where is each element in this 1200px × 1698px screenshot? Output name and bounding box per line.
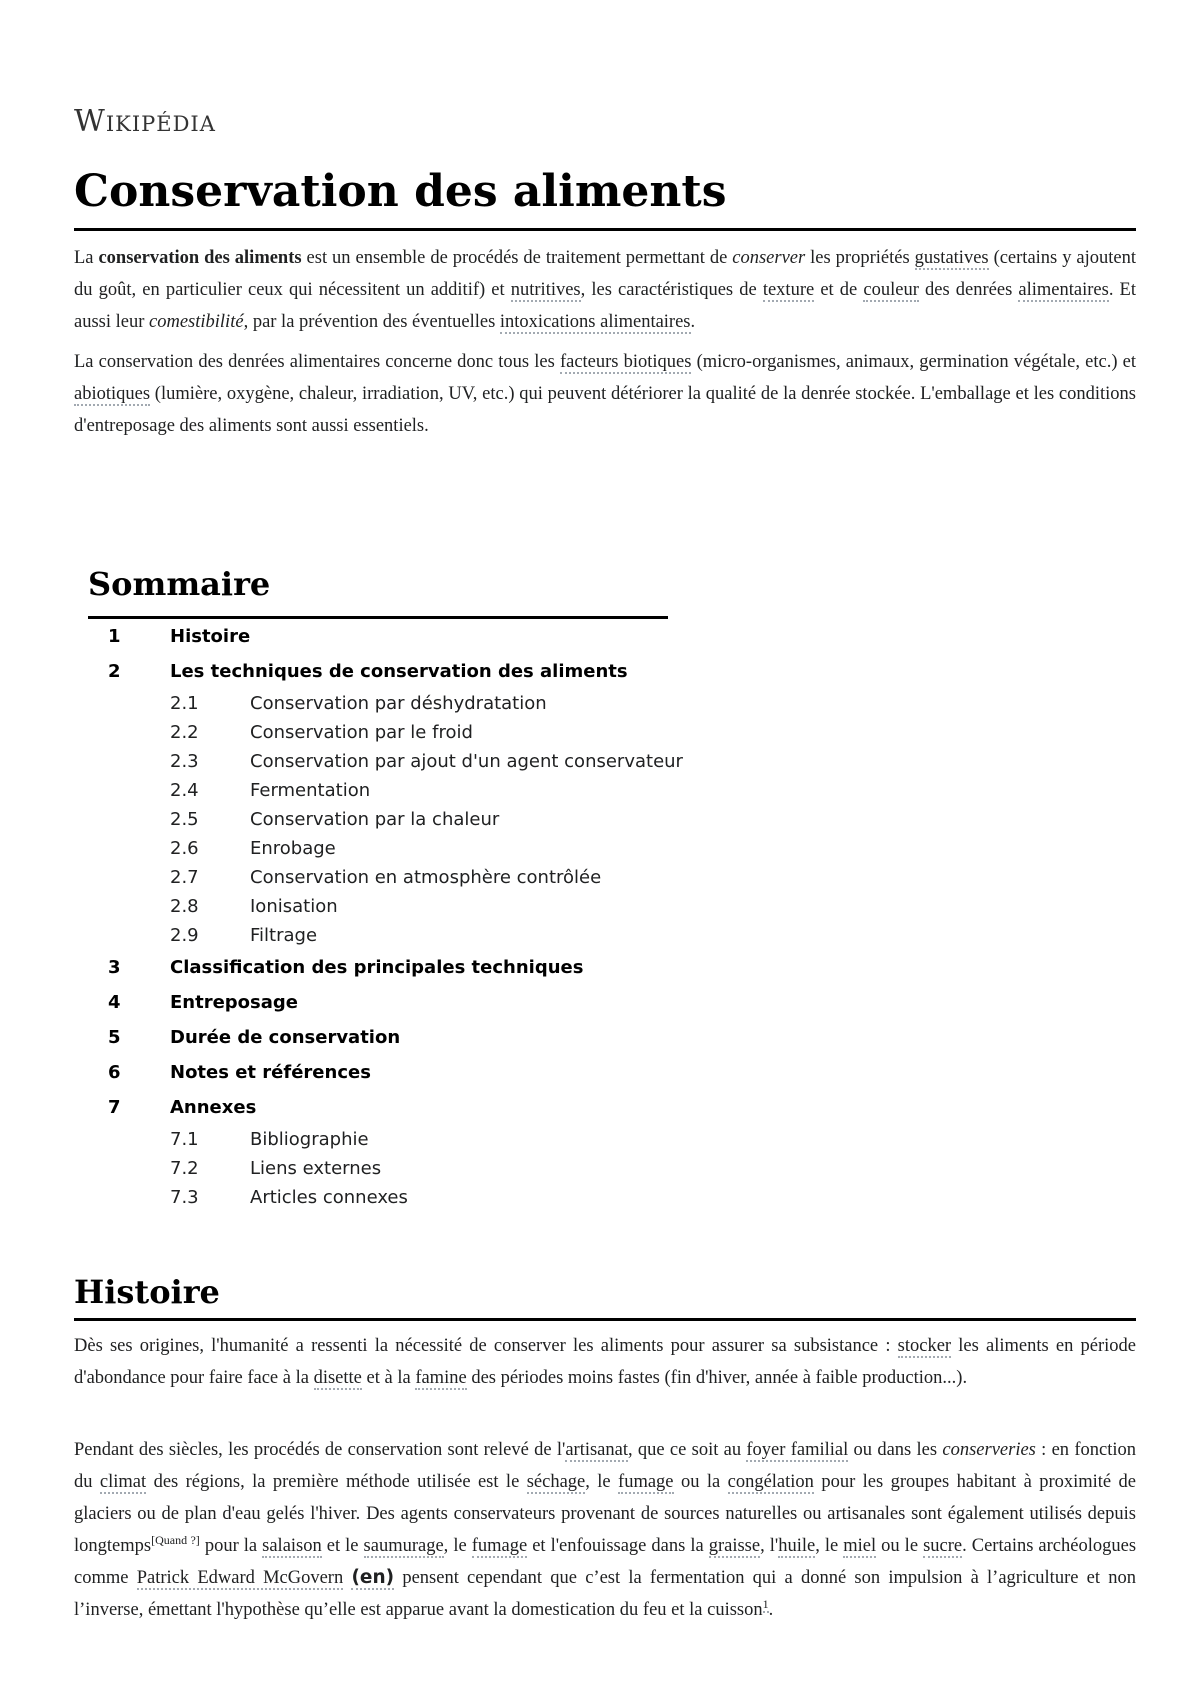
text-run: .: [690, 312, 696, 332]
inline-link[interactable]: 1: [762, 1596, 769, 1611]
toc-label: Conservation par ajout d'un agent conservateur: [250, 751, 683, 772]
inline-link[interactable]: climat: [99, 1472, 147, 1492]
toc-item[interactable]: [88, 619, 688, 654]
toc-label: Liens externes: [250, 1158, 382, 1179]
text-run: (lumière, oxygène, chaleur, irradiation, UV, etc.) qui peuvent détériorer la qualité de la denrée stockée. L'emballage et les conditions d'entreposage des aliments sont aussi essentiels.: [74, 384, 1136, 436]
inline-link[interactable]: gustatives: [914, 248, 989, 268]
superscript: [Quand ?]: [151, 1532, 200, 1547]
text-run: ou le: [876, 1536, 924, 1556]
toc-label: Les techniques de conservation des aliments: [170, 661, 628, 682]
toc-subitem[interactable]: [88, 689, 688, 718]
text-run: (certains y ajoutent du goût, en particulier ceux qui nécessitent un additif) et: [74, 248, 1136, 300]
toc-number: 1: [108, 626, 121, 647]
inline-link[interactable]: miel: [843, 1536, 877, 1556]
inline-link[interactable]: famine: [415, 1368, 467, 1388]
toc-label: Annexes: [170, 1097, 257, 1118]
intro-paragraph-2: [74, 346, 1136, 442]
inline-link[interactable]: graisse: [708, 1536, 761, 1556]
text-run: , par la prévention des éventuelles: [243, 312, 500, 332]
text-run: conserveries: [942, 1440, 1036, 1460]
toc-label: Articles connexes: [250, 1187, 408, 1208]
inline-link[interactable]: couleur: [863, 280, 919, 300]
text-run: . Et aussi leur: [74, 280, 1137, 332]
toc-number: 5: [108, 1027, 121, 1048]
toc-label: Filtrage: [250, 925, 318, 946]
toc-number: 2.6: [170, 838, 199, 859]
toc-subitem[interactable]: [88, 892, 688, 921]
text-run: , le: [815, 1536, 844, 1556]
inline-link[interactable]: texture: [762, 280, 815, 300]
text-run: pensent cependant que c’est la fermentation qui a donné son impulsion à l’agriculture et non l’inverse, émettant l'hypothèse qu’elle est apparue avant la domestication du feu et la cuisson: [74, 1568, 1137, 1620]
text-run: (micro-organismes, animaux, germination végétale, etc.) et: [691, 352, 1136, 372]
text-run: des denrées: [918, 280, 1019, 300]
toc-number: 6: [108, 1062, 121, 1083]
text-run: et à la: [361, 1368, 416, 1388]
inline-link[interactable]: foyer familial: [746, 1440, 849, 1460]
toc-label: Conservation par le froid: [250, 722, 473, 743]
section-title-histoire: Histoire: [74, 1273, 220, 1311]
text-run: et de: [814, 280, 864, 300]
toc-number: 2.2: [170, 722, 199, 743]
histoire-paragraph-2: [74, 1434, 1136, 1626]
toc-label: Fermentation: [250, 780, 371, 801]
toc-number: 2.7: [170, 867, 199, 888]
text-run: Pendant des siècles, les procédés de conservation sont relevé de l': [74, 1440, 566, 1460]
inline-link[interactable]: fumage: [471, 1536, 528, 1556]
toc-number: 2: [108, 661, 121, 682]
inline-link[interactable]: stocker: [897, 1336, 952, 1356]
toc-number: 7: [108, 1097, 121, 1118]
toc-subitem[interactable]: [88, 776, 688, 805]
toc-title: Sommaire: [88, 565, 271, 603]
inline-link[interactable]: saumurage: [363, 1536, 444, 1556]
toc-subitem[interactable]: [88, 718, 688, 747]
toc-number: 2.8: [170, 896, 199, 917]
histoire-paragraph-1: [74, 1330, 1136, 1394]
toc-item[interactable]: [88, 1055, 688, 1090]
toc-label: Classification des principales techniques: [170, 957, 584, 978]
section-divider: [74, 1318, 1136, 1321]
text-run: .: [768, 1600, 774, 1620]
toc-number: 2.5: [170, 809, 199, 830]
text-run: pour la: [199, 1536, 263, 1556]
text-run: les propriétés: [805, 248, 915, 268]
toc-item[interactable]: [88, 985, 688, 1020]
table-of-contents: [88, 562, 688, 1212]
toc-label: Enrobage: [250, 838, 336, 859]
toc-number: 2.3: [170, 751, 199, 772]
text-run: La: [74, 248, 99, 268]
text-run: , que ce soit au: [628, 1440, 747, 1460]
toc-label: Conservation par la chaleur: [250, 809, 500, 830]
toc-number: 3: [108, 957, 121, 978]
text-run: les aliments en période d'abondance pour faire face à la: [74, 1336, 1137, 1388]
toc-list: [88, 619, 688, 1212]
text-run: des régions, la première méthode utilisée est le: [146, 1472, 527, 1492]
text-run: conserver: [732, 248, 806, 268]
inline-link[interactable]: sucre: [923, 1536, 963, 1556]
text-run: La conservation des denrées alimentaires concerne donc tous les: [74, 352, 560, 372]
inline-link[interactable]: facteurs biotiques: [559, 352, 692, 372]
inline-link[interactable]: disette: [313, 1368, 362, 1388]
toc-label: Conservation en atmosphère contrôlée: [250, 867, 602, 888]
toc-label: Durée de conservation: [170, 1027, 401, 1048]
toc-label: Ionisation: [250, 896, 338, 917]
inline-link[interactable]: huile: [778, 1536, 816, 1556]
inline-link[interactable]: intoxications alimentaires: [499, 312, 691, 332]
toc-number: 2.4: [170, 780, 199, 801]
toc-subitem[interactable]: [88, 1125, 688, 1154]
toc-number: 2.9: [170, 925, 199, 946]
text-run: . Certains archéologues comme: [74, 1536, 1137, 1588]
inline-link[interactable]: abiotiques: [74, 384, 151, 404]
toc-number: 2.1: [170, 693, 199, 714]
toc-item[interactable]: [88, 1090, 688, 1125]
inline-link[interactable]: salaison: [262, 1536, 322, 1556]
text-run: et le: [321, 1536, 364, 1556]
toc-subitem[interactable]: [88, 747, 688, 776]
toc-subitem[interactable]: [88, 1154, 688, 1183]
text-run: : en fonction du: [74, 1440, 1136, 1492]
text-run: , les caractéristiques de: [580, 280, 763, 300]
text-run: ou la: [673, 1472, 728, 1492]
intro-paragraph-1: [74, 242, 1136, 338]
inline-link[interactable]: fumage: [618, 1472, 674, 1492]
toc-label: Conservation par déshydratation: [250, 693, 547, 714]
inline-link[interactable]: (en): [351, 1567, 395, 1588]
text-run: , le: [443, 1536, 472, 1556]
toc-number: 7.2: [170, 1158, 199, 1179]
text-run: pour les groupes habitant à proximité de glaciers ou de plan d'eau gelés l'hiver. Des agents conservateurs provenant de sources naturelles ou artisanales sont également utilisés depuis longtemps: [74, 1472, 1137, 1556]
title-divider: [74, 228, 1136, 231]
inline-link[interactable]: congélation: [727, 1472, 814, 1492]
toc-number: 4: [108, 992, 121, 1013]
text-run: conservation des aliments: [98, 248, 302, 268]
toc-label: Notes et références: [170, 1062, 371, 1083]
toc-label: Entreposage: [170, 992, 299, 1013]
inline-link[interactable]: Patrick Edward McGovern: [136, 1568, 344, 1588]
text-run: des périodes moins fastes (fin d'hiver, année à faible production...).: [466, 1368, 968, 1388]
toc-label: Bibliographie: [250, 1129, 369, 1150]
text-run: , le: [585, 1472, 619, 1492]
toc-subitem[interactable]: [88, 863, 688, 892]
wikipedia-wordmark[interactable]: Wikipédia: [74, 104, 216, 139]
page-title: Conservation des aliments: [74, 166, 727, 217]
toc-subitem[interactable]: [88, 805, 688, 834]
text-run: est un ensemble de procédés de traitement permettant de: [301, 248, 733, 268]
inline-link[interactable]: nutritives: [510, 280, 581, 300]
toc-subitem[interactable]: [88, 834, 688, 863]
toc-label: Histoire: [170, 626, 251, 647]
text-run: ou dans les: [848, 1440, 943, 1460]
inline-link[interactable]: séchage: [526, 1472, 586, 1492]
toc-item[interactable]: [88, 1020, 688, 1055]
toc-item[interactable]: [88, 654, 688, 689]
toc-number: 7.3: [170, 1187, 199, 1208]
inline-link[interactable]: artisanat: [565, 1440, 628, 1460]
text-run: , l': [760, 1536, 779, 1556]
toc-item[interactable]: [88, 950, 688, 985]
text-run: comestibilité: [149, 312, 244, 332]
toc-number: 7.1: [170, 1129, 199, 1150]
inline-link[interactable]: alimentaires: [1018, 280, 1109, 300]
toc-subitem[interactable]: [88, 921, 688, 950]
text-run: et l'enfouissage dans la: [527, 1536, 709, 1556]
toc-subitem[interactable]: [88, 1183, 688, 1212]
text-run: Dès ses origines, l'humanité a ressenti la nécessité de conserver les aliments pour assurer sa subsistance :: [74, 1336, 898, 1356]
